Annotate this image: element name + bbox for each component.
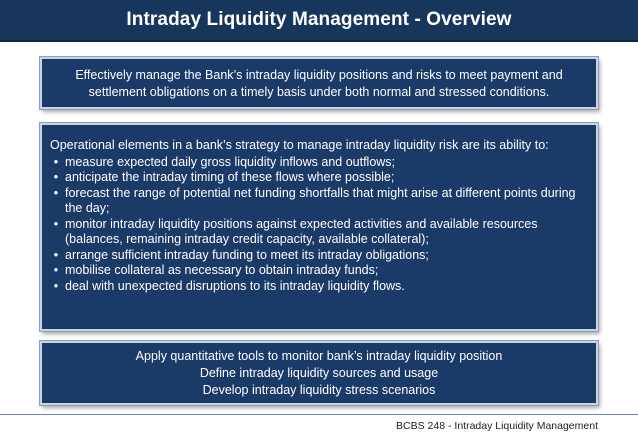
bullet-icon: •: [53, 247, 59, 262]
footer-divider: [0, 414, 638, 415]
list-item: • monitor intraday liquidity positions against expected activities and available resources (balances, remaining intraday credit capacity, available collateral);: [50, 217, 588, 248]
list-item: • measure expected daily gross liquidity inflows and outflows;: [50, 155, 588, 171]
page-title: Intraday Liquidity Management - Overview: [126, 9, 512, 30]
tool-line: Develop intraday liquidity stress scenarios: [202, 383, 436, 397]
list-item: • deal with unexpected disruptions to its intraday liquidity flows.: [50, 279, 588, 295]
bullet-icon: •: [53, 263, 59, 277]
elements-list: [50, 155, 588, 295]
list-item: • forecast the range of potential net funding shortfalls that might arise at different points during the day;: [50, 186, 588, 217]
footer-text: BCBS 248 - Intraday Liquidity Management: [396, 420, 598, 432]
bullet-icon: •: [53, 154, 59, 169]
bullet-icon: •: [53, 170, 59, 184]
list-item: • mobilise collateral as necessary to obtain intraday funds;: [50, 263, 588, 279]
list-item: • arrange sufficient intraday funding to meet its intraday obligations;: [50, 248, 588, 264]
bullet-icon: •: [53, 185, 59, 200]
tool-line: Apply quantitative tools to monitor bank’s intraday liquidity position: [135, 349, 503, 363]
bullet-icon: •: [53, 216, 59, 231]
elements-intro: Operational elements in a bank’s strategy to manage intraday liquidity risk are its ability to:: [50, 138, 549, 152]
operational-elements-box: [40, 123, 598, 331]
title-bar: [0, 0, 638, 42]
tool-line: Define intraday liquidity sources and usage: [199, 366, 439, 380]
list-item: • anticipate the intraday timing of these flows where possible;: [50, 170, 588, 186]
tools-box: [40, 341, 598, 405]
objective-box: [40, 57, 598, 109]
bullet-icon: •: [53, 278, 59, 293]
objective-text: Effectively manage the Bank’s intraday liquidity positions and risks to meet payment and settlement obligations on a timely basis under both normal and stressed conditions.: [75, 68, 563, 99]
